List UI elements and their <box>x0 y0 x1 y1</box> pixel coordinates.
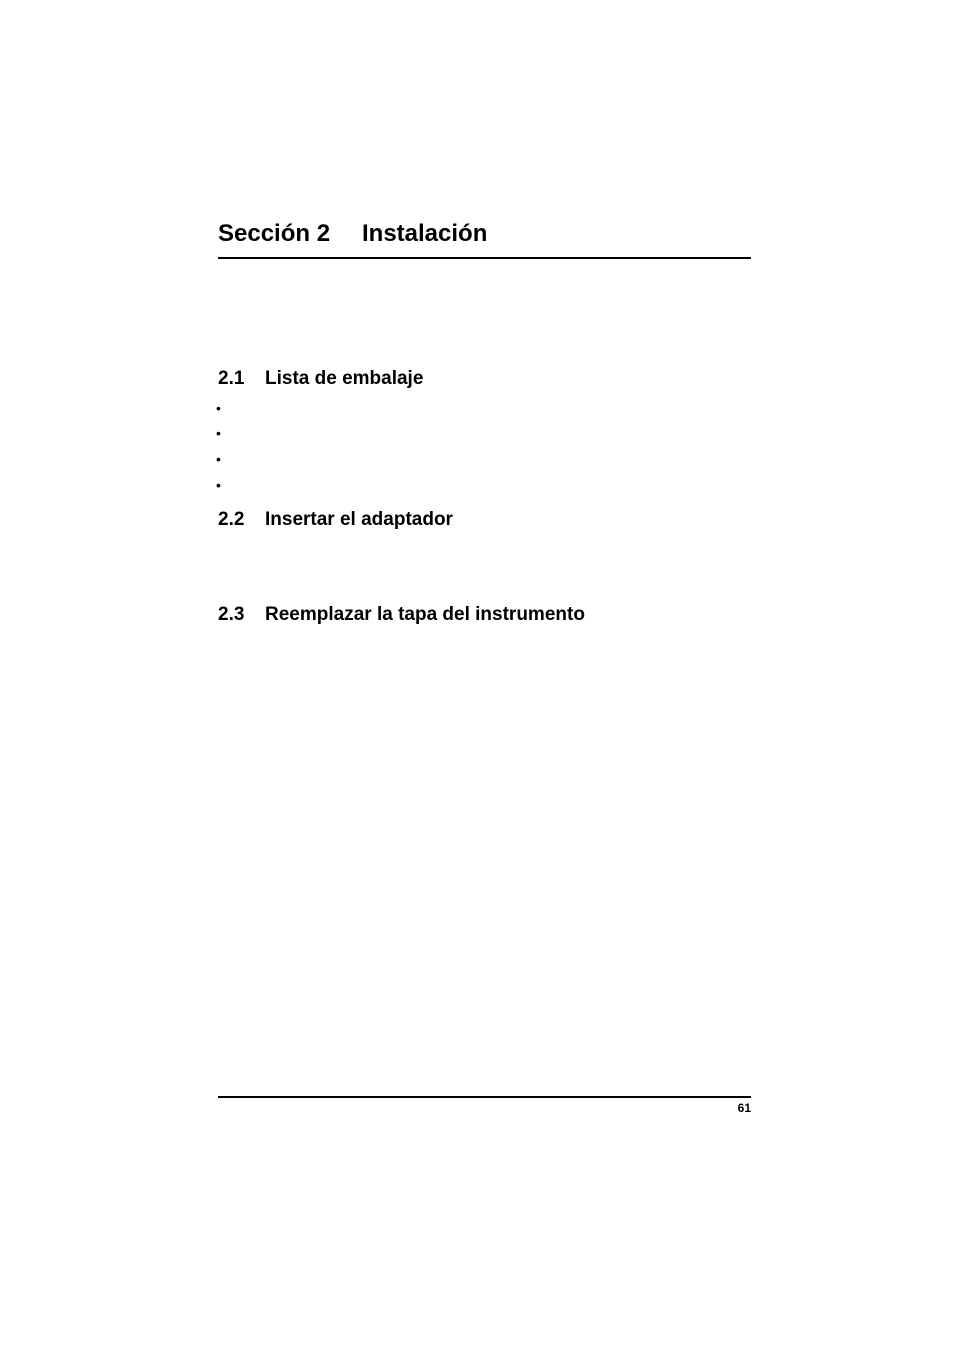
section-title: Lista de embalaje <box>265 368 424 389</box>
section-title: Insertar el adaptador <box>265 509 453 530</box>
section-number: 2.2 <box>218 509 245 530</box>
section-title: Reemplazar la tapa del instrumento <box>265 604 585 625</box>
list-item-bullet: • <box>216 451 221 467</box>
section-heading-packing-list <box>218 367 423 391</box>
page-header <box>218 218 751 250</box>
chapter-name: Instalación <box>362 220 488 247</box>
page-number: 61 <box>737 1101 751 1115</box>
chapter-title <box>218 218 751 250</box>
header-rule <box>218 257 751 259</box>
footer-rule <box>218 1096 751 1098</box>
section-number: 2.1 <box>218 368 245 389</box>
section-number: 2.3 <box>218 604 245 625</box>
list-item-bullet: • <box>216 425 221 441</box>
list-item-bullet: • <box>216 400 221 416</box>
section-heading-insert-adapter <box>218 508 453 532</box>
list-item-bullet: • <box>216 477 221 493</box>
section-heading-replace-cover <box>218 603 585 627</box>
chapter-number: Sección 2 <box>218 220 331 247</box>
